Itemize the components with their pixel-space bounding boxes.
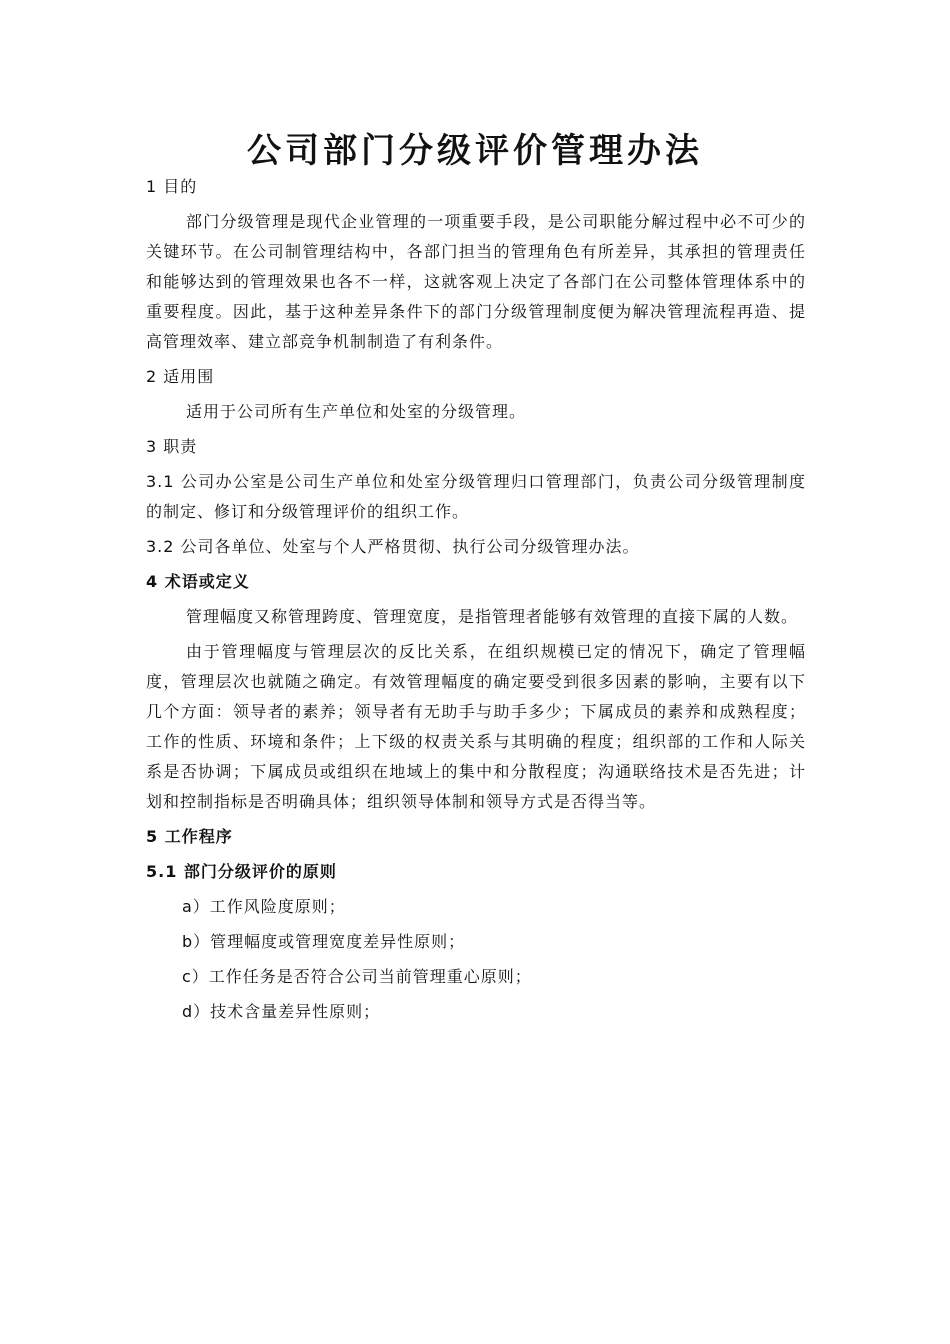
section-1-heading: 1 目的 xyxy=(146,177,198,196)
section-4-heading: 4 术语或定义 xyxy=(146,572,250,591)
section-3-heading: 3 职责 xyxy=(146,437,198,456)
document-body xyxy=(146,172,806,1032)
section-2-heading: 2 适用围 xyxy=(146,367,215,386)
section-5-heading: 5 工作程序 xyxy=(146,827,233,846)
section-5-1-heading: 5.1 部门分级评价的原则 xyxy=(146,862,337,881)
section-3-2-paragraph: 3.2 公司各单位、处室与个人严格贯彻、执行公司分级管理办法。 xyxy=(146,537,640,556)
principle-item-d: d）技术含量差异性原则； xyxy=(182,1002,381,1021)
section-4-paragraph-1: 管理幅度又称管理跨度、管理宽度，是指管理者能够有效管理的直接下属的人数。 xyxy=(186,607,799,626)
principle-item-c: c）工作任务是否符合公司当前管理重心原则； xyxy=(182,967,532,986)
principle-item-b: b）管理幅度或管理宽度差异性原则； xyxy=(182,932,466,951)
document-title: 公司部门分级评价管理办法 xyxy=(247,131,703,171)
section-3-1-paragraph: 3.1 公司办公室是公司生产单位和处室分级管理归口管理部门，负责公司分级管理制度的制定、修订和分级管理评价的组织工作。 xyxy=(146,472,806,521)
principle-item-a: a）工作风险度原则； xyxy=(182,897,346,916)
section-1-paragraph: 部门分级管理是现代企业管理的一项重要手段，是公司职能分解过程中必不可少的关键环节。在公司制管理结构中，各部门担当的管理角色有所差异，其承担的管理责任和能够达到的管理效果也各不一样，这就客观上决定了各部门在公司整体管理体系中的重要程度。因此，基于这种差异条件下的部门分级管理制度便为解决管理流程再造、提高管理效率、建立部竞争机制制造了有利条件。 xyxy=(146,212,806,351)
section-4-paragraph-2: 由于管理幅度与管理层次的反比关系，在组织规模已定的情况下，确定了管理幅度，管理层次也就随之确定。有效管理幅度的确定要受到很多因素的影响，主要有以下几个方面：领导者的素养；领导者有无助手与助手多少；下属成员的素养和成熟程度；工作的性质、环境和条件；上下级的权责关系与其明确的程度；组织部的工作和人际关系是否协调；下属成员或组织在地域上的集中和分散程度；沟通联络技术是否先进；计划和控制指标是否明确具体；组织领导体制和领导方式是否得当等。 xyxy=(146,642,806,811)
section-2-paragraph: 适用于公司所有生产单位和处室的分级管理。 xyxy=(186,402,527,421)
